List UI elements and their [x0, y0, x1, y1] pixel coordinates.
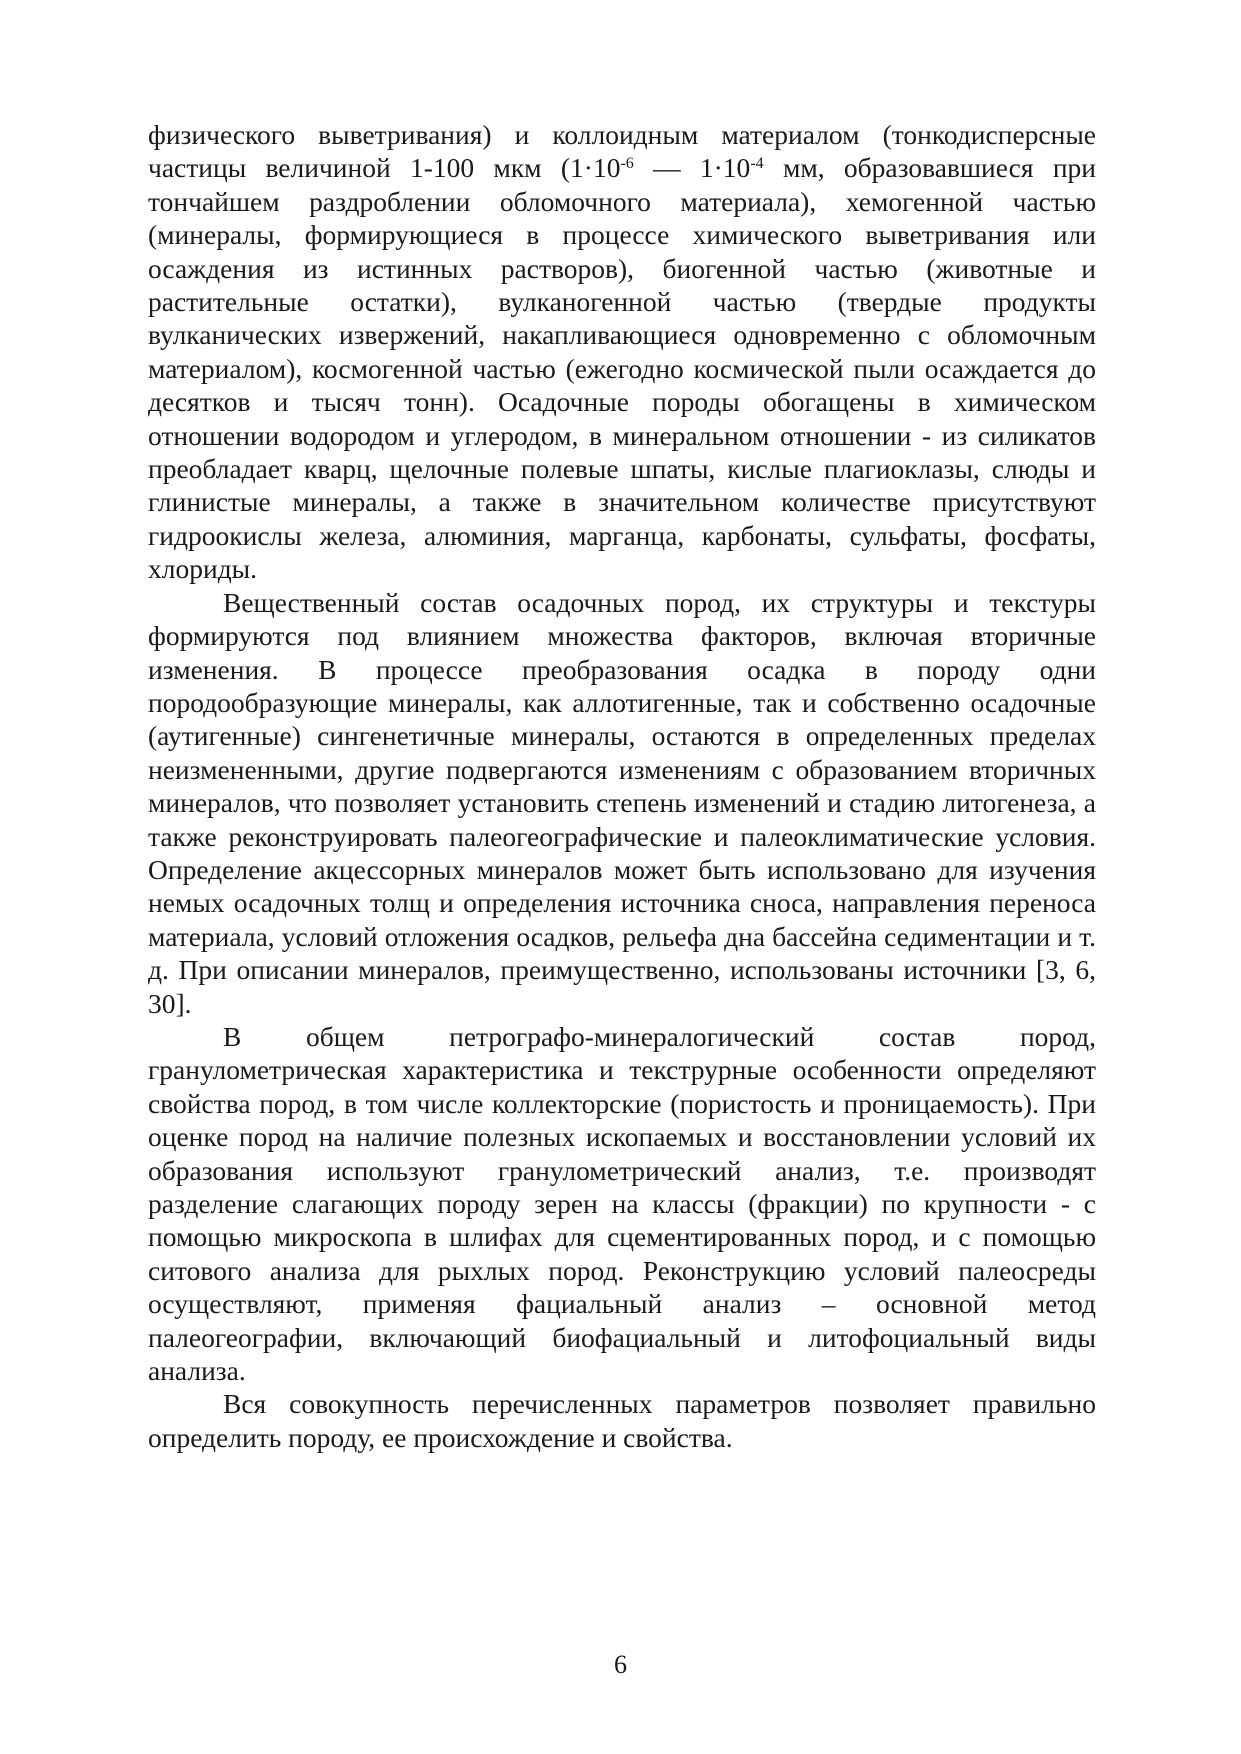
paragraph-1-part-a: физического выветривания) и коллоидным материалом (тонкодисперсные частицы величиной 1-100 мкм (1·10: [148, 119, 1096, 184]
page-number: 6: [614, 1650, 627, 1679]
paragraph-1: [148, 118, 1096, 586]
exponent-a: -6: [620, 155, 634, 173]
paragraph-4: Вся совокупность перечисленных параметров позволяет правильно определить породу, ее происхождение и свойства.: [148, 1388, 1096, 1453]
paragraph-3: В общем петрографо-минералогический состав пород, гранулометрическая характеристика и текструрные особенности определяют свойства пород, в том числе коллекторские (пористость и проницаемость). При оценке пород на наличие полезных ископаемых и восстановлении условий их образования используют гранулометрический анализ, т.е. производят разделение слагающих породу зерен на классы (фракции) по крупности - с помощью микроскопа в шлифах для сцементированных пород, и с помощью ситового анализа для рыхлых пород. Реконструкцию условий палеосреды осуществляют, применяя фациальный анализ – основной метод палеогеографии, включающий биофациальный и литофоциальный виды анализа.: [148, 1020, 1096, 1387]
paragraph-1-part-c: мм, образовавшиеся при тончайшем раздроблении обломочного материала), хемогенной частью (минералы, формирующиеся в процессе химического выветривания или осаждения из истинных растворов), биогенной частью (животные и растительные остатки), вулканогенной частью (твердые продукты вулканических извержений, накапливающиеся одновременно с обломочным материалом), космогенной частью (ежегодно космической пыли осаждается до десятков и тысяч тонн). Осадочные породы обогащены в химическом отношении водородом и углеродом, в минеральном отношении - из силикатов преобладает кварц, щелочные полевые шпаты, кислые плагиоклазы, слюды и глинистые минералы, а также в значительном количестве присутствуют гидроокислы железа, алюминия, марганца, карбонаты, сульфаты, фосфаты, хлориды.: [148, 152, 1096, 585]
paragraph-1-part-b: — 1·10: [633, 152, 751, 184]
body-text: [148, 118, 1096, 1454]
paragraph-2: Вещественный состав осадочных пород, их структуры и текстуры формируются под влиянием множества факторов, включая вторичные изменения. В процессе преобразования осадка в породу одни породообразующие минералы, как аллотигенные, так и собственно осадочные (аутигенные) сингенетичные минералы, остаются в определенных пределах неизмененными, другие подвергаются изменениям с образованием вторичных минералов, что позволяет установить степень изменений и стадию литогенеза, а также реконструировать палеогеографические и палеоклиматические условия. Определение акцессорных минералов может быть использовано для изучения немых осадочных толщ и определения источника сноса, направления переноса материала, условий отложения осадков, рельефа дна бассейна седиментации и т. д. При описании минералов, преимущественно, использованы источники [3, 6, 30].: [148, 586, 1096, 1019]
exponent-b: -4: [750, 155, 764, 173]
